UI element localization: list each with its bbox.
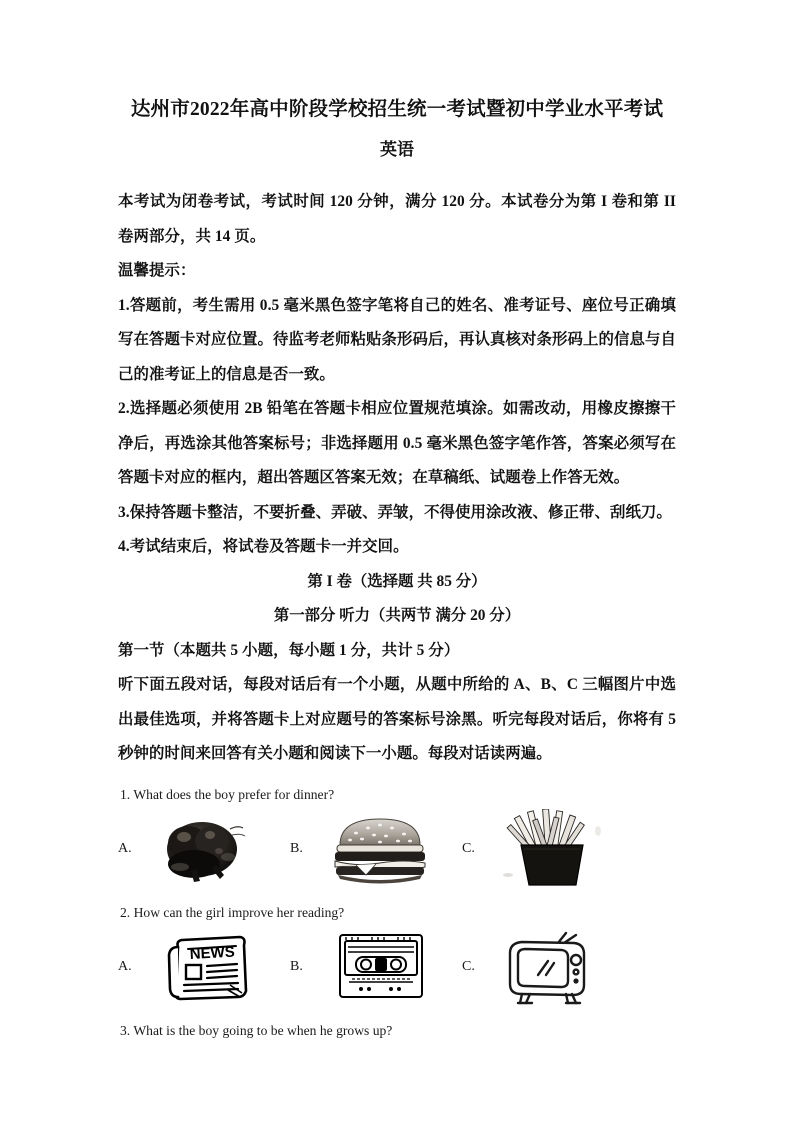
french-fries-photo [488,809,616,889]
question-2 [118,890,676,1008]
option-label-c: C. [462,958,475,974]
section-one-directions: 听下面五段对话，每段对话后有一个小题，从题中所给的 A、B、C 三幅图片中选出最佳选项，并将答题卡上对应题号的答案标号涂黑。听完每段对话后，你将有 5 秒钟的时间来回答有关小题和阅读下一小题。每段对话读两遍。 [118,676,676,762]
section-one-heading: 第一节（本题共 5 小题，每小题 1 分，共计 5 分） [118,641,460,659]
part-one-heading: 第一部分 听力（共两节 满分 20 分） [273,607,521,624]
svg-text:NEWS: NEWS [189,943,236,963]
tips-heading: 温馨提示： [118,262,196,279]
tip-item-3: 3.保持答题卡整洁，不要折叠、弄破、弄皱，不得使用涂改液、修正带、刮纸刀。 [118,503,672,521]
page-title: 达州市2022年高中阶段学校招生统一考试暨初中学业水平考试 [130,99,664,120]
question-2-option-a[interactable] [118,926,290,1008]
tip-item-4: 4.考试结束后，将试卷及答题卡一并交回。 [118,538,409,555]
tip-item-2: 2.选择题必须使用 2B 铅笔在答题卡相应位置规范填涂。如需改动，用橡皮擦擦干净后，再选涂其他答案标号；非选择题用 0.5 毫米黑色签字笔作答，答案必须写在答题卡对应的框内，超出答题区答案无效；在草稿纸、试题卷上作答无效。 [118,400,676,486]
question-3 [118,1008,676,1062]
television-drawing [488,927,616,1007]
question-2-options [118,926,676,1008]
subject-title: 英语 [380,140,414,159]
question-2-stem: 2. How can the girl improve her reading? [120,904,345,920]
newspaper-drawing [144,927,272,1007]
question-3-options-placeholder [118,1044,676,1062]
question-1-option-b[interactable] [290,808,462,890]
question-1-option-c[interactable] [462,808,634,890]
option-label-a: A. [118,958,132,974]
option-label-b: B. [290,958,303,974]
roast-chicken-photo [144,809,272,889]
question-1-option-a[interactable] [118,808,290,890]
option-label-c: C. [462,840,475,856]
question-2-option-c[interactable] [462,926,634,1008]
page-content [118,0,676,1062]
option-label-b: B. [290,840,303,856]
paper-one-heading: 第 I 卷（选择题 共 85 分） [307,572,487,590]
hamburger-photo [316,809,444,889]
question-1 [118,772,676,890]
exam-format-paragraph: 本考试为闭卷考试，考试时间 120 分钟，满分 120 分。本试卷分为第 I 卷和第 II 卷两部分，共 14 页。 [118,193,676,245]
option-label-a: A. [118,840,132,856]
question-3-stem: 3. What is the boy going to be when he grows up? [120,1022,393,1038]
cassette-tape-drawing [316,927,444,1007]
question-2-option-b[interactable] [290,926,462,1008]
question-1-stem: 1. What does the boy prefer for dinner? [120,786,335,802]
question-1-options [118,808,676,890]
tip-item-1: 1.答题前，考生需用 0.5 毫米黑色签字笔将自己的姓名、准考证号、座位号正确填写在答题卡对应位置。待监考老师粘贴条形码后，再认真核对条形码上的信息与自己的准考证上的信息是否一致。 [118,296,676,383]
